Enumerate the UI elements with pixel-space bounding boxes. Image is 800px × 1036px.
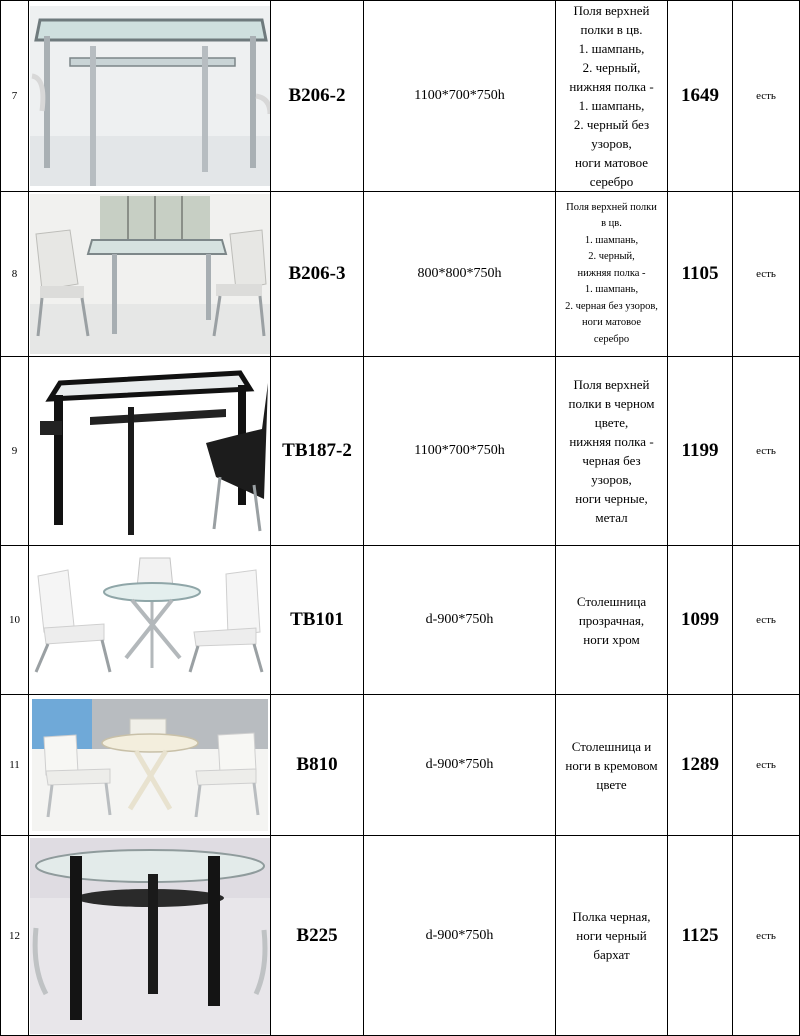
- description-line: Поля верхней: [573, 377, 650, 392]
- model-code: TB101: [271, 546, 364, 695]
- dimensions: d-900*750h: [364, 695, 556, 836]
- price: 1105: [668, 192, 733, 357]
- description: [556, 1, 668, 192]
- price: 1125: [668, 836, 733, 1036]
- product-photo-cell: [29, 695, 271, 836]
- table-photo-tb101: [30, 548, 270, 692]
- price: 1099: [668, 546, 733, 695]
- model-code: B206-2: [271, 1, 364, 192]
- table-row: [1, 836, 800, 1036]
- table-photo-b225: [30, 838, 270, 1034]
- model-code: B810: [271, 695, 364, 836]
- description-line: Столешница: [576, 593, 647, 609]
- description: [556, 546, 668, 695]
- description-line: прозрачная,: [578, 612, 645, 628]
- description-line: цвете,: [594, 415, 629, 430]
- table-photo-tb187-2: [30, 359, 270, 543]
- description-line: 1. шампань,: [578, 98, 645, 113]
- row-number: 10: [1, 546, 29, 695]
- description-line: 1. шампань,: [584, 234, 639, 246]
- table-photo-b206-2: [30, 6, 270, 186]
- product-photo-cell: [29, 546, 271, 695]
- stock-status: есть: [733, 546, 800, 695]
- row-number: 11: [1, 695, 29, 836]
- description-line: узоров,: [591, 136, 632, 151]
- description-line: цвете: [596, 776, 627, 792]
- stock-status: есть: [733, 1, 800, 192]
- table-row: [1, 357, 800, 546]
- row-number: 9: [1, 357, 29, 546]
- dimensions: d-900*750h: [364, 836, 556, 1036]
- product-photo-cell: [29, 357, 271, 546]
- description-line: бархат: [593, 947, 630, 962]
- description-line: Столешница и: [571, 738, 652, 754]
- description-line: ноги матовое: [574, 155, 649, 170]
- price: 1199: [668, 357, 733, 546]
- product-photo-cell: [29, 836, 271, 1036]
- description-line: метал: [595, 510, 628, 525]
- dimensions: 800*800*750h: [364, 192, 556, 357]
- description-line: серебро: [593, 333, 630, 345]
- description-line: ноги черный: [576, 928, 647, 943]
- description-line: полки в черном: [568, 396, 655, 411]
- product-photo-cell: [29, 192, 271, 357]
- description-line: ноги хром: [583, 631, 640, 647]
- description-line: полки в цв.: [580, 22, 643, 37]
- stock-status: есть: [733, 695, 800, 836]
- description-line: 1. шампань,: [578, 41, 645, 56]
- row-number: 12: [1, 836, 29, 1036]
- description-line: Поля верхней полки: [566, 201, 657, 213]
- model-code: B206-3: [271, 192, 364, 357]
- table-row: [1, 695, 800, 836]
- model-code: B225: [271, 836, 364, 1036]
- row-number: 7: [1, 1, 29, 192]
- description-line: 2. черная без узоров,: [565, 300, 658, 312]
- description-line: ноги матовое: [581, 317, 641, 329]
- description-line: 2. черный без: [573, 117, 650, 132]
- row-number: 8: [1, 192, 29, 357]
- price: 1289: [668, 695, 733, 836]
- table-photo-b810: [30, 697, 270, 833]
- description-line: нижняя полка -: [569, 434, 654, 449]
- price: 1649: [668, 1, 733, 192]
- description-line: узоров,: [591, 472, 632, 487]
- description-line: ноги черные,: [575, 491, 648, 506]
- description-line: Поля верхней: [573, 3, 650, 18]
- description-line: ноги в кремовом: [565, 757, 658, 773]
- stock-status: есть: [733, 836, 800, 1036]
- dimensions: d-900*750h: [364, 546, 556, 695]
- model-code: TB187-2: [271, 357, 364, 546]
- description-line: Полка черная,: [572, 909, 651, 924]
- description-line: 1. шампань,: [584, 284, 639, 296]
- dimensions: 1100*700*750h: [364, 1, 556, 192]
- description-line: черная без: [582, 453, 641, 468]
- description: [556, 836, 668, 1036]
- description-line: 2. черный,: [588, 251, 635, 263]
- table-row: [1, 546, 800, 695]
- product-photo-cell: [29, 1, 271, 192]
- stock-status: есть: [733, 357, 800, 546]
- description: [556, 192, 668, 357]
- description-line: нижняя полка -: [577, 267, 646, 279]
- description-line: нижняя полка -: [569, 79, 654, 94]
- table-photo-b206-3: [30, 194, 270, 354]
- description-line: 2. черный,: [582, 60, 641, 75]
- table-row: [1, 192, 800, 357]
- description: [556, 695, 668, 836]
- dimensions: 1100*700*750h: [364, 357, 556, 546]
- stock-status: есть: [733, 192, 800, 357]
- description-line: серебро: [589, 174, 634, 189]
- table-row: [1, 1, 800, 192]
- description: [556, 357, 668, 546]
- description-line: в цв.: [601, 218, 622, 230]
